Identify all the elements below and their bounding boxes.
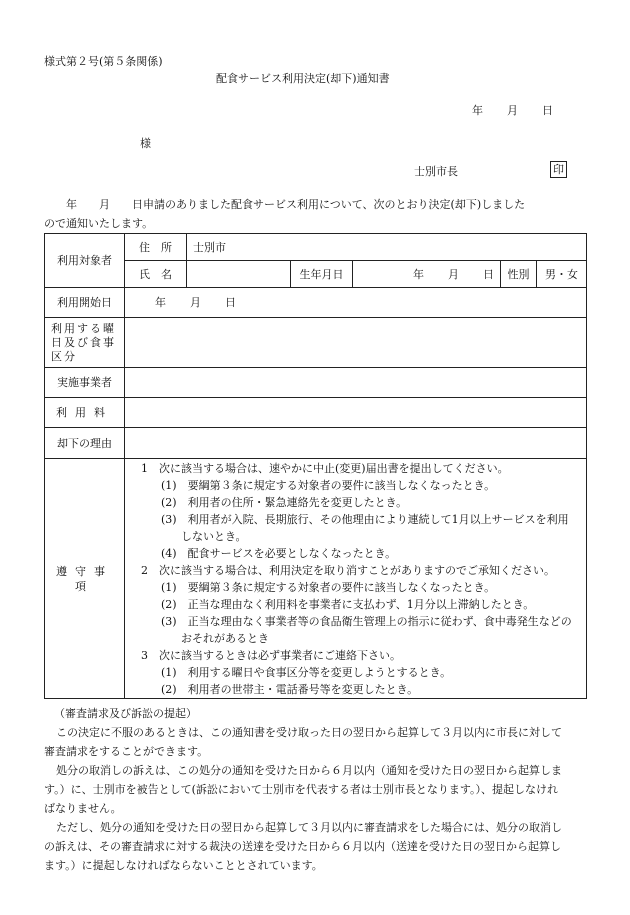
issue-date: [472, 102, 553, 118]
provider-label: 実施事業者: [45, 368, 125, 398]
start-date-value: 年 月 日: [125, 288, 587, 318]
gender-value: 男・女: [537, 261, 587, 288]
rule-item: (4) 配食サービスを必要としなくなったとき。: [161, 546, 397, 560]
rejection-reason-label: 却下の理由: [45, 428, 125, 459]
birthdate-value: 年 月 日: [353, 261, 501, 288]
rule-item: しないとき。: [181, 529, 247, 543]
appeal-p3-line1: ただし、処分の通知を受けた日の翌日から起算して３月以内に審査請求をした場合には、処分の取消し: [56, 821, 562, 834]
rule-item: 1 次に該当する場合は、速やかに中止(変更)届出書を提出してください。: [141, 461, 509, 475]
appeal-p1-line1: この決定に不服のあるときは、この通知書を受け取った日の翌日から起算して３月以内に市長に対して: [56, 726, 562, 739]
form-number: 様式第２号(第５条関係): [44, 55, 163, 68]
issuer-name: 士別市長: [414, 165, 458, 178]
rules-list: [125, 459, 587, 699]
gender-label: 性別: [501, 261, 537, 288]
meal-schedule-label: 利用する曜日及び食事区分: [45, 318, 125, 368]
document-title: 配食サービス利用決定(却下)通知書: [216, 72, 390, 85]
target-user-label: 利用対象者: [45, 234, 125, 288]
birthdate-label: 生年月日: [291, 261, 353, 288]
appeal-p3-line2: の訴えは、その審査請求に対する裁決の送達を受けた日から６月以内（送達を受けた日の翌日から起算し: [44, 840, 561, 853]
start-date-label: 利用開始日: [45, 288, 125, 318]
rejection-reason-value: [125, 428, 587, 459]
rule-item: 2 次に該当する場合は、利用決定を取り消すことがありますのでご承知ください。: [141, 563, 555, 577]
decision-table: [44, 233, 587, 699]
recipient-suffix: 様: [140, 137, 151, 150]
intro-paragraph: 年 月 日申請のありました配食サービス利用について、次のとおり決定(却下)しました ので通知いたします。: [44, 198, 526, 230]
rules-label: 遵守事項: [45, 459, 125, 699]
rule-item: (1) 要綱第３条に規定する対象者の要件に該当しなくなったとき。: [161, 580, 496, 594]
fee-value: [125, 398, 587, 428]
rule-item: (3) 正当な理由なく事業者等の食品衛生管理上の指示に従わず、食中毒発生などの: [161, 614, 572, 628]
rule-item: (2) 利用者の世帯主・電話番号等を変更したとき。: [161, 682, 419, 696]
rule-item: 3 次に該当するときは必ず事業者にご連絡下さい。: [141, 648, 401, 662]
rule-item: (2) 正当な理由なく利用料を事業者に支払わず、1月分以上滞納したとき。: [161, 597, 535, 611]
rule-item: (1) 利用する曜日や食事区分等を変更しようとするとき。: [161, 665, 452, 679]
provider-value: [125, 368, 587, 398]
rule-item: (1) 要綱第３条に規定する対象者の要件に該当しなくなったとき。: [161, 478, 496, 492]
appeal-section: [44, 704, 586, 875]
date-month: 月: [507, 104, 518, 117]
address-label: 住 所: [125, 234, 187, 261]
appeal-p2-line3: ばなりません。: [44, 802, 122, 815]
name-label: 氏 名: [125, 261, 187, 288]
fee-label: 利用料: [45, 398, 125, 428]
rule-item: おそれがあるとき: [181, 631, 269, 645]
seal-mark: 印: [550, 161, 567, 178]
rule-item: (2) 利用者の住所・緊急連絡先を変更したとき。: [161, 495, 408, 509]
name-value: [187, 261, 291, 288]
appeal-p2-line1: 処分の取消しの訴えは、この処分の通知を受けた日から６月以内（通知を受けた日の翌日から起算しま: [56, 764, 562, 777]
appeal-heading: （審査請求及び訴訟の提起）: [54, 707, 197, 720]
date-year: 年: [472, 104, 483, 117]
appeal-p3-line3: ます。）に提起しなければならないこととされています。: [44, 859, 323, 872]
address-value: 士別市: [187, 234, 587, 261]
meal-schedule-value: [125, 318, 587, 368]
rule-item: (3) 利用者が入院、長期旅行、その他理由により連続して1月以上サービスを利用: [161, 512, 569, 526]
appeal-p2-line2: す。）に、士別市を被告として(訴訟において士別市を代表する者は士別市長となります。）、提起しなけれ: [44, 783, 559, 796]
appeal-p1-line2: 審査請求をすることができます。: [44, 745, 209, 758]
date-day: 日: [542, 104, 553, 117]
